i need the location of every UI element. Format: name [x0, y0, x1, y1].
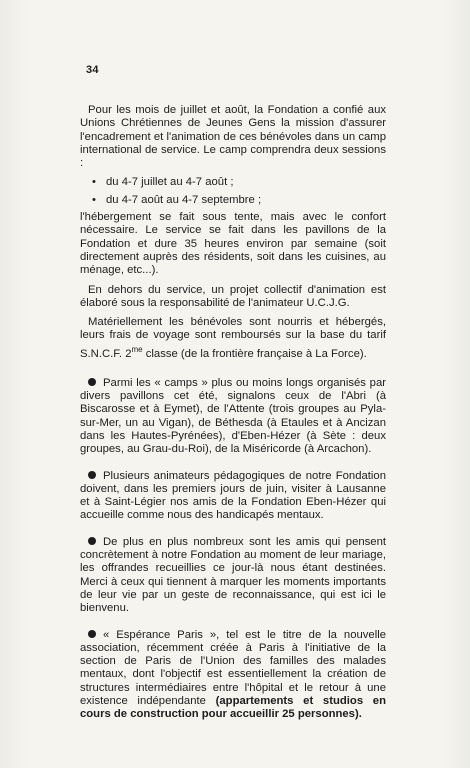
page-body: [80, 104, 386, 735]
session-item: • du 4-7 août au 4-7 septembre ;: [80, 194, 386, 207]
session-list: [80, 176, 386, 207]
paragraph-animation: En dehors du service, un projet collectif d'animation est élaboré sous la responsabilité de l'animateur U.C.J.G.: [80, 283, 386, 309]
paragraph-animators: Plusieurs animateurs pédagogiques de notre Fondation doivent, dans les premiers jours de juin, visiter à Lausanne et à Saint-Légier nos amis de la Fondation Eben-Hézer qui accueille comme nous des handicapés mentaux.: [80, 469, 386, 522]
session-item: • du 4-7 juillet au 4-7 août ;: [80, 176, 386, 189]
bullet-dot-icon: [88, 537, 96, 545]
paragraph-esperance-paris: « Espérance Paris », tel est le titre de la nouvelle association, récemment créée à Paris à l'initiative de la section de Paris de l'Union des familles des malades mentaux, dont l'objectif est essentiellement la création de structures intermédiaires entre l'hôpital et le retour à une existence indépendante (appartements et studios en cours de construction pour accueillir 25 personnes).: [80, 628, 386, 721]
bullet-dot-icon: [88, 378, 96, 386]
page-number: 34: [86, 64, 99, 76]
paragraph-costs: Matériellement les bénévoles sont nourris et hébergés, leurs frais de voyage sont remboursés sur la base du tarif S.N.C.F. $2^{me}$ classe (de la frontière française à La Force).: [80, 316, 386, 360]
paragraph-camp-intro: Pour les mois de juillet et août, la Fondation a confié aux Unions Chrétiennes de Jeunes Gens la mission d'assurer l'encadrement et l'animation de ces bénévoles dans un camp international de service. Le camp comprendra deux sessions :: [80, 104, 386, 170]
paragraph-lodging: l'hébergement se fait sous tente, mais avec le confort nécessaire. Le service se fait dans les pavillons de la Fondation et dure 35 heures environ par semaine (soit directement auprès des résidents, soit dans les cuisines, au ménage, etc...).: [80, 211, 386, 277]
bullet-dot-icon: [88, 471, 96, 479]
paragraph-camps: Parmi les « camps » plus ou moins longs organisés par divers pavillons cet été, signalons ceux de l'Abri (à Biscarosse et à Eymet), de l'Attente (trois groupes au Pyla-sur-Mer, un au Vigan), de Béthesda (à Etaules et à Ancizan dans les Hautes-Pyrénées), d'Eben-Hézer (à Sète : deux groupes, au Grau-du-Roi), de la Miséricorde (à Arcachon).: [80, 376, 386, 456]
paragraph-weddings: De plus en plus nombreux sont les amis qui pensent concrètement à notre Fondation au moment de leur mariage, les offrandes recueillies ce jour-là nous étant destinées. Merci à ceux qui tiennent à marquer les moments importants de leur vie par un geste de reconnaissance, qui est ici le bienvenu.: [80, 535, 386, 615]
bullet-dot-icon: [88, 630, 96, 638]
